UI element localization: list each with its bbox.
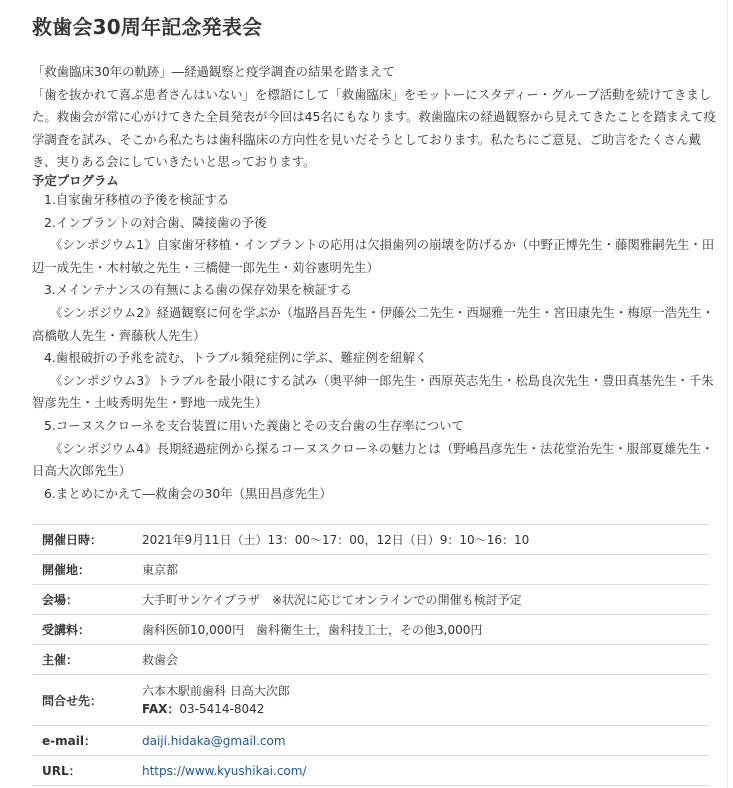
symposium-2: 《シンポジウム2》経過観察に何を学ぶか（塩路昌吾先生・伊藤公二先生・西堀雅一先生・宮田康先生・梅原一浩先生・高橋敬人先生・齊藤秋人先生） xyxy=(32,304,715,343)
info-row-fee xyxy=(32,615,709,645)
info-value: 大手町サンケイプラザ ※状況に応じてオンラインでの開催も検討予定 xyxy=(142,585,709,615)
event-info-table xyxy=(32,524,709,786)
intro-text xyxy=(32,61,718,174)
info-value xyxy=(142,756,709,786)
contact-fax xyxy=(142,700,709,718)
info-label: e-mail： xyxy=(32,726,142,756)
program-item-6: 6.まとめにかえて―救歯会の30年（黒田昌彦先生） xyxy=(44,485,332,501)
info-value: 東京都 xyxy=(142,555,709,585)
program-item-3: 3.メインテナンスの有無による歯の保存効果を検証する xyxy=(44,282,352,298)
program-item-2: 2.インプラントの対合歯、隣接歯の予後 xyxy=(44,214,267,230)
intro-subtitle: 「救歯臨床30年の軌跡」―経過観察と疫学調査の結果を踏まえて xyxy=(32,64,395,79)
program-heading: 予定プログラム xyxy=(32,173,119,188)
info-row-contact xyxy=(32,675,709,726)
page-title: 救歯会30周年記念発表会 xyxy=(32,15,263,39)
program-item-1: 1.自家歯牙移植の予後を検証する xyxy=(44,192,230,207)
symposium-4: 《シンポジウム4》長期経過症例から探るコーヌスクローネの魅力とは（野嶋昌彦先生・法花堂治先生・服部夏雄先生・日高大次郎先生） xyxy=(32,440,714,479)
info-value: 歯科医師10,000円 歯科衛生士，歯科技工士，その他3,000円 xyxy=(142,615,709,645)
info-value: 救歯会 xyxy=(142,645,709,675)
info-row-venue xyxy=(32,585,709,615)
info-label: 主催： xyxy=(32,645,142,675)
website-link[interactable]: https://www.kyushikai.com/ xyxy=(142,763,307,778)
info-row-email xyxy=(32,726,709,756)
intro-paragraph: 「歯を抜かれて喜ぶ患者さんはいない」を標語にして「救歯臨床」をモットーにスタディー・グループ活動を続けてきました。救歯会が常に心がけてきた全員発表が今回は45名にもなります。救歯臨床の経過観察から見えてきたことを踏まえて疫学調査を試み、そこから私たちは歯科臨床の方向性を見いだそうとしております。私たちにご意見、ご助言をたくさん戴き、実りある会にしていきたいと思っております。 xyxy=(32,86,716,169)
info-row-place xyxy=(32,555,709,585)
info-value: 2021年9月11日（土）13：00〜17：00，12日（日）9：10〜16：10 xyxy=(142,525,709,555)
info-value xyxy=(142,675,709,726)
info-row-date xyxy=(32,525,709,555)
info-label: 開催日時： xyxy=(32,525,142,555)
right-border-line xyxy=(727,0,728,788)
program-list xyxy=(32,189,718,505)
fax-number: 03-5414-8042 xyxy=(179,702,265,716)
symposium-1: 《シンポジウム1》自家歯牙移植・インプラントの応用は欠損歯列の崩壊を防げるか（中野正博先生・藤関雅嗣先生・田辺一成先生・木村敏之先生・三橋健一郎先生・苅谷憲明先生） xyxy=(32,237,715,275)
info-label: 会場： xyxy=(32,585,142,615)
program-item-4: 4.歯根破折の予兆を読む、トラブル頻発症例に学ぶ、難症例を紐解く xyxy=(44,350,428,366)
email-link[interactable]: daiji.hidaka@gmail.com xyxy=(142,733,286,748)
info-label: 問合せ先： xyxy=(32,675,142,726)
info-label: 開催地： xyxy=(32,555,142,585)
program-item-5: 5.コーヌスクローネを支台装置に用いた義歯とその支台歯の生存率について xyxy=(44,417,464,433)
info-row-url xyxy=(32,756,709,786)
info-value xyxy=(142,726,709,756)
contact-name: 六本木駅前歯科 日高大次郎 xyxy=(142,684,290,698)
fax-label: FAX： xyxy=(142,702,180,716)
info-label: 受講料： xyxy=(32,615,142,645)
info-label: URL： xyxy=(32,756,142,786)
info-row-host xyxy=(32,645,709,675)
symposium-3: 《シンポジウム3》トラブルを最小限にする試み（奥平紳一郎先生・西原英志先生・松島良次先生・豊田真基先生・千朱智彦先生・土岐秀明先生・野地一成先生） xyxy=(32,372,714,411)
